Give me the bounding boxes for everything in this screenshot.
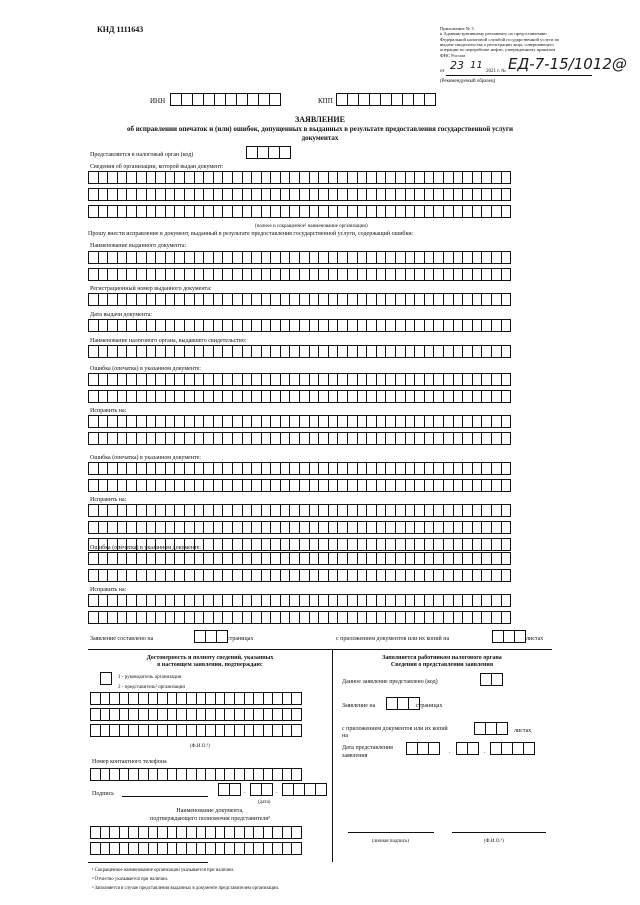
date-year-text: 2021 г. № — [486, 69, 507, 74]
authority-doc-title-2: подтверждающего полномочия представителя³ — [150, 816, 270, 822]
attach-sheets-word: листах — [514, 728, 532, 734]
date-prefix: от — [440, 69, 445, 74]
grid-row[interactable] — [88, 462, 510, 475]
date-underline — [446, 75, 592, 76]
grid-row[interactable] — [88, 205, 510, 218]
presented-code-field[interactable] — [480, 673, 502, 686]
grid-row[interactable] — [88, 188, 510, 201]
official-subtitle: Сведения о представлении заявления — [390, 662, 494, 668]
grid-row[interactable] — [88, 432, 510, 445]
form-cell[interactable] — [424, 93, 436, 106]
form-cell[interactable] — [491, 673, 503, 686]
phone-field[interactable] — [90, 768, 301, 781]
presentation-date-label-2: заявления — [342, 753, 368, 759]
form-cell[interactable] — [501, 188, 512, 201]
form-cell[interactable] — [291, 768, 302, 781]
grid-row[interactable] — [90, 724, 301, 737]
signature-label: Подпись — [92, 791, 115, 797]
form-title: ЗАЯВЛЕНИЕ — [295, 115, 345, 124]
form-cell[interactable] — [496, 722, 508, 735]
appendix-line: выдаче свидетельства о регистрации лица, совершающего — [440, 41, 554, 47]
signature-month-field[interactable] — [250, 783, 272, 796]
form-cell[interactable] — [501, 479, 512, 492]
attach-label-2: на — [342, 733, 348, 739]
appendix-line: операции по переработке нефти, утвержденному приказом — [440, 47, 556, 53]
confirm-title: Достоверность и полноту сведений, указанных — [146, 655, 274, 661]
footnote-rule — [88, 862, 208, 863]
signer-option-2: 2 - представитель² организации — [118, 685, 186, 690]
grid-row[interactable] — [88, 171, 510, 184]
fio-hint: (Ф.И.О.³) — [190, 744, 210, 749]
form-cell[interactable] — [501, 268, 512, 281]
form-cell[interactable] — [501, 569, 512, 582]
grid-row[interactable] — [88, 293, 510, 306]
correct-label: Исправить на: — [90, 497, 127, 503]
attach-label: с приложением документов или их копий — [342, 726, 448, 732]
sheets-word: листах — [526, 636, 544, 642]
doc-name-label: Наименование выданного документа: — [90, 243, 187, 249]
inn-field[interactable] — [170, 93, 280, 106]
presented-label: Данное заявление представлено (код) — [342, 679, 438, 685]
column-divider — [332, 649, 333, 862]
official-signature-line[interactable] — [348, 832, 434, 833]
issuer-label: Наименование налогового органа, выдавшего свидетельство: — [90, 338, 247, 344]
grid-row[interactable] — [88, 569, 510, 582]
grid-row[interactable] — [88, 268, 510, 281]
statement-pages-field[interactable] — [386, 697, 419, 710]
form-cell[interactable] — [279, 146, 291, 159]
form-cell[interactable] — [514, 630, 526, 643]
form-cell[interactable] — [291, 724, 302, 737]
signature-year-field[interactable] — [282, 783, 326, 796]
appendix-line: Федеральной налоговой службой государственной услуги по — [440, 36, 560, 42]
presentation-date-label: Дата представления — [342, 745, 393, 751]
form-cell[interactable] — [291, 842, 302, 855]
form-cell[interactable] — [291, 826, 302, 839]
form-cell[interactable] — [523, 742, 535, 755]
form-cell[interactable] — [501, 319, 512, 332]
form-cell[interactable] — [467, 742, 479, 755]
section-divider — [88, 649, 552, 650]
form-cell[interactable] — [291, 692, 302, 705]
grid-row[interactable] — [88, 552, 510, 565]
signer-type-box[interactable] — [100, 672, 111, 685]
form-cell[interactable] — [428, 742, 440, 755]
date-dot: . — [484, 749, 486, 755]
statement-on-label: Заявление на — [342, 703, 376, 709]
tax-authority-code-field[interactable] — [246, 146, 290, 159]
form-cell[interactable] — [501, 373, 512, 386]
signer-option-1: 1 - руководитель организации — [118, 675, 182, 680]
footnote: ² Отчество указывается при наличии. — [92, 877, 169, 882]
date-day: 23 — [450, 59, 464, 72]
grid-row[interactable] — [90, 842, 301, 855]
appendix-line: ФНС России — [440, 52, 466, 58]
form-cell[interactable] — [501, 293, 512, 306]
form-cell[interactable] — [269, 93, 281, 106]
form-cell[interactable] — [501, 345, 512, 358]
issue-date-label: Дата выдачи документа: — [90, 312, 153, 318]
pages-word: страницах — [227, 636, 254, 642]
grid-row[interactable] — [88, 345, 510, 358]
grid-row[interactable] — [88, 521, 510, 534]
form-cell[interactable] — [501, 415, 512, 428]
date-hint: (дата) — [258, 800, 271, 805]
form-cell[interactable] — [501, 552, 512, 565]
grid-row[interactable] — [88, 373, 510, 386]
presentation-month-field[interactable] — [456, 742, 478, 755]
official-fio-line[interactable] — [452, 832, 546, 833]
grid-row[interactable] — [88, 594, 510, 607]
statement-pages-word: страницах — [416, 703, 443, 709]
presentation-year-field[interactable] — [490, 742, 534, 755]
footnote: ³ Заполняется в случае представления выданных в документе представителем организации. — [92, 886, 280, 891]
kpp-label: КПП — [318, 97, 333, 105]
form-cell[interactable] — [501, 504, 512, 517]
grid-row[interactable] — [88, 479, 510, 492]
form-cell[interactable] — [501, 205, 512, 218]
form-cell[interactable] — [501, 432, 512, 445]
presentation-day-field[interactable] — [406, 742, 439, 755]
signature-line[interactable] — [122, 796, 208, 797]
official-fio-hint: (Ф.И.О.³) — [484, 839, 504, 844]
correct-label: Исправить на: — [90, 587, 127, 593]
form-cell[interactable] — [501, 171, 512, 184]
compiled-on-label: Заявление составлено на — [90, 636, 154, 642]
form-cell[interactable] — [291, 708, 302, 721]
form-cell[interactable] — [501, 521, 512, 534]
attachments-label: с приложением документов или их копий на — [336, 636, 450, 642]
kpp-field[interactable] — [336, 93, 435, 106]
date-month: 11 — [470, 60, 483, 71]
form-subtitle: об исправлении опечаток и (или) ошибок, допущенных в выданных в результате предоставления государственной услуги — [126, 125, 514, 133]
error-label: Ошибка (опечатка) в указанном документе: — [90, 545, 201, 551]
form-cell[interactable] — [261, 783, 273, 796]
order-number: ЕД-7-15/1012@ — [508, 55, 627, 73]
phone-label: Номер контактного телефона — [92, 759, 167, 765]
grid-row[interactable] — [88, 415, 510, 428]
signature-day-field[interactable] — [218, 783, 240, 796]
knd-code: КНД 1111643 — [97, 25, 144, 34]
org-info-label: Сведения об организации, которой выдан документ: — [90, 164, 224, 170]
reg-number-label: Регистрационный номер выданного документа: — [90, 286, 212, 292]
form-cell[interactable] — [501, 611, 512, 624]
grid-row[interactable] — [90, 708, 301, 721]
grid-row[interactable] — [88, 251, 510, 264]
form-cell[interactable] — [501, 462, 512, 475]
form-cell[interactable] — [501, 594, 512, 607]
correct-label: Исправить на: — [90, 408, 127, 414]
error-label: Ошибка (опечатка) в указанном документе: — [90, 366, 201, 372]
org-name-hint: (полное и сокращенное¹ наименование организации) — [255, 224, 368, 229]
footnote: ¹ Сокращенное наименование организации указывается при наличии. — [92, 868, 235, 873]
request-text: Прошу внести исправление в документ, выданный в результате предоставления государственной услуги, содержащий ошибки: — [88, 231, 414, 237]
tax-authority-label: Представляется в налоговый орган (код) — [90, 152, 194, 158]
sheets-count-field[interactable] — [492, 630, 525, 643]
date-dot: . — [244, 789, 246, 795]
form-cell[interactable] — [501, 251, 512, 264]
grid-row[interactable] — [90, 692, 301, 705]
form-cell[interactable] — [501, 538, 512, 551]
form-cell[interactable] — [229, 783, 241, 796]
personal-signature-hint: (личная подпись) — [372, 839, 409, 844]
grid-row[interactable] — [90, 826, 301, 839]
form-cell[interactable] — [501, 390, 512, 403]
inn-label: ИНН — [150, 97, 166, 105]
authority-doc-title: Наименование документа, — [176, 808, 244, 814]
date-dot: . — [276, 789, 278, 795]
grid-row[interactable] — [88, 390, 510, 403]
confirm-title-2: в настоящем заявлении, подтверждаю: — [157, 662, 263, 668]
form-cell[interactable] — [315, 783, 327, 796]
date-dot: . — [449, 749, 451, 755]
grid-row[interactable] — [88, 504, 510, 517]
grid-row[interactable] — [88, 319, 510, 332]
appendix-line: Приложение № 3 — [440, 26, 474, 31]
attach-sheets-field[interactable] — [474, 722, 507, 735]
error-label: Ошибка (опечатка) в указанном документе: — [90, 455, 201, 461]
official-title: Заполняется работником налогового органа — [382, 655, 502, 661]
grid-row[interactable] — [88, 611, 510, 624]
pages-count-field[interactable] — [194, 630, 227, 643]
appendix-line: к Административному регламенту по предоставлению — [440, 31, 547, 37]
sample-note: (Рекомендуемый образец) — [440, 79, 496, 84]
form-subtitle-2: документах — [301, 134, 339, 142]
